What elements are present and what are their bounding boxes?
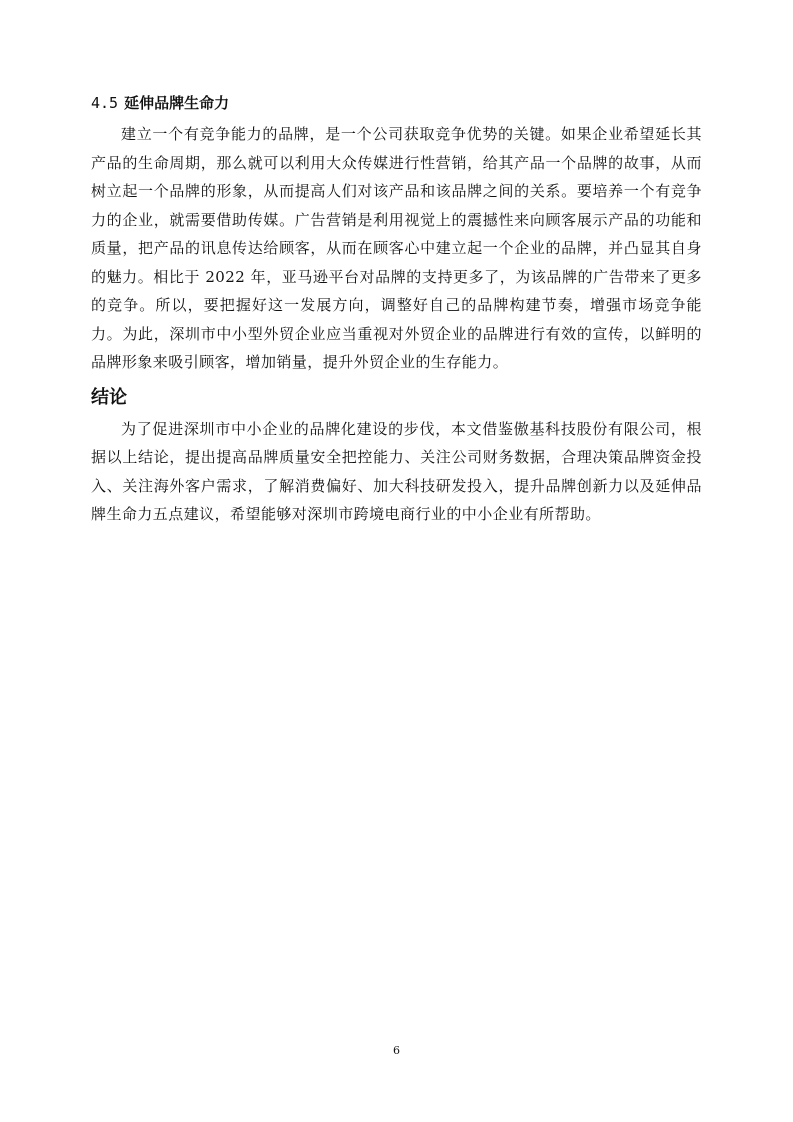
conclusion-paragraph: 为了促进深圳市中小企业的品牌化建设的步伐，本文借鉴傲基科技股份有限公司，根据以上结论，提出提高品牌质量安全把控能力、关注公司财务数据，合理决策品牌资金投入、关注海外客户需求，了解消费偏好、加大科技研发投入，提升品牌创新力以及延伸品牌生命力五点建议，希望能够对深圳市跨境电商行业的中小企业有所帮助。: [91, 419, 702, 523]
page-number: 6: [393, 1044, 400, 1057]
section-number: 4.5: [91, 94, 119, 112]
conclusion-heading: 结论: [91, 386, 127, 408]
section-title: 延伸品牌生命力: [124, 94, 230, 112]
page-content: [91, 92, 702, 529]
section-paragraph: 建立一个有竞争能力的品牌，是一个公司获取竞争优势的关键。如果企业希望延长其产品的生命周期，那么就可以利用大众传媒进行性营销，给其产品一个品牌的故事，从而树立起一个品牌的形象，从而提高人们对该产品和该品牌之间的关系。要培养一个有竞争力的企业，就需要借助传媒。广告营销是利用视觉上的震撼性来向顾客展示产品的功能和质量，把产品的讯息传达给顾客，从而在顾客心中建立起一个企业的品牌，并凸显其自身的魅力。相比于 2022 年，亚马逊平台对品牌的支持更多了，为该品牌的广告带来了更多的竞争。所以，要把握好这一发展方向，调整好自己的品牌构建节奏，增强市场竞争能力。为此，深圳市中小型外贸企业应当重视对外贸企业的品牌进行有效的宣传，以鲜明的品牌形象来吸引顾客，增加销量，提升外贸企业的生存能力。: [91, 125, 702, 371]
section-heading: [91, 92, 702, 114]
